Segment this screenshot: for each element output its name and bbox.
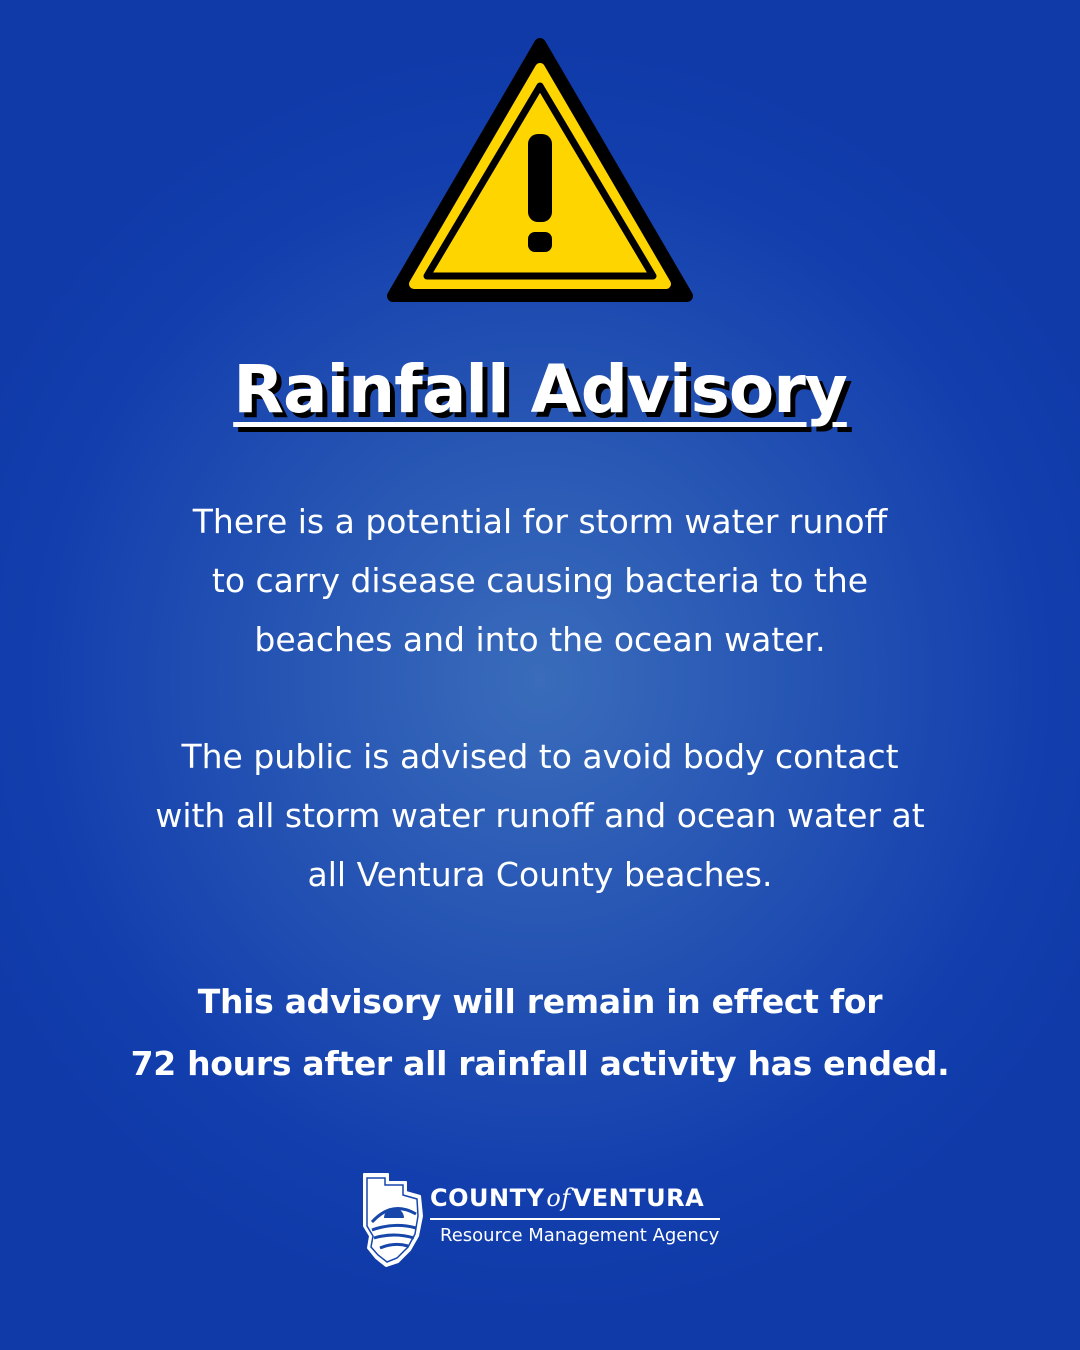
logo-divider [430, 1218, 720, 1220]
county-name [430, 1184, 704, 1212]
paragraph-line: with all storm water runoff and ocean water at [155, 796, 925, 835]
agency-name: Resource Management Agency [440, 1225, 720, 1246]
paragraph-line: There is a potential for storm water runoff [192, 502, 888, 541]
title-text: Rainfall Advisory [233, 351, 847, 428]
county-name-part1: COUNTY [430, 1184, 545, 1212]
paragraph-line: This advisory will remain in effect for [197, 982, 883, 1021]
runoff-paragraph [0, 492, 1080, 669]
paragraph-line: to carry disease causing bacteria to the [211, 561, 869, 600]
page-title [0, 350, 1080, 429]
county-name-of: of [546, 1184, 571, 1212]
paragraph-line: beaches and into the ocean water. [254, 620, 826, 659]
paragraph-line: The public is advised to avoid body contact [181, 737, 899, 776]
paragraph-line: all Ventura County beaches. [307, 855, 773, 894]
public-advice-paragraph [0, 727, 1080, 904]
duration-paragraph [0, 971, 1080, 1095]
county-logo [358, 1170, 728, 1270]
paragraph-line: 72 hours after all rainfall activity has ended. [130, 1044, 950, 1083]
county-map-seal-icon [358, 1170, 436, 1270]
warning-triangle-icon [385, 38, 695, 310]
county-name-part2: VENTURA [572, 1184, 705, 1212]
